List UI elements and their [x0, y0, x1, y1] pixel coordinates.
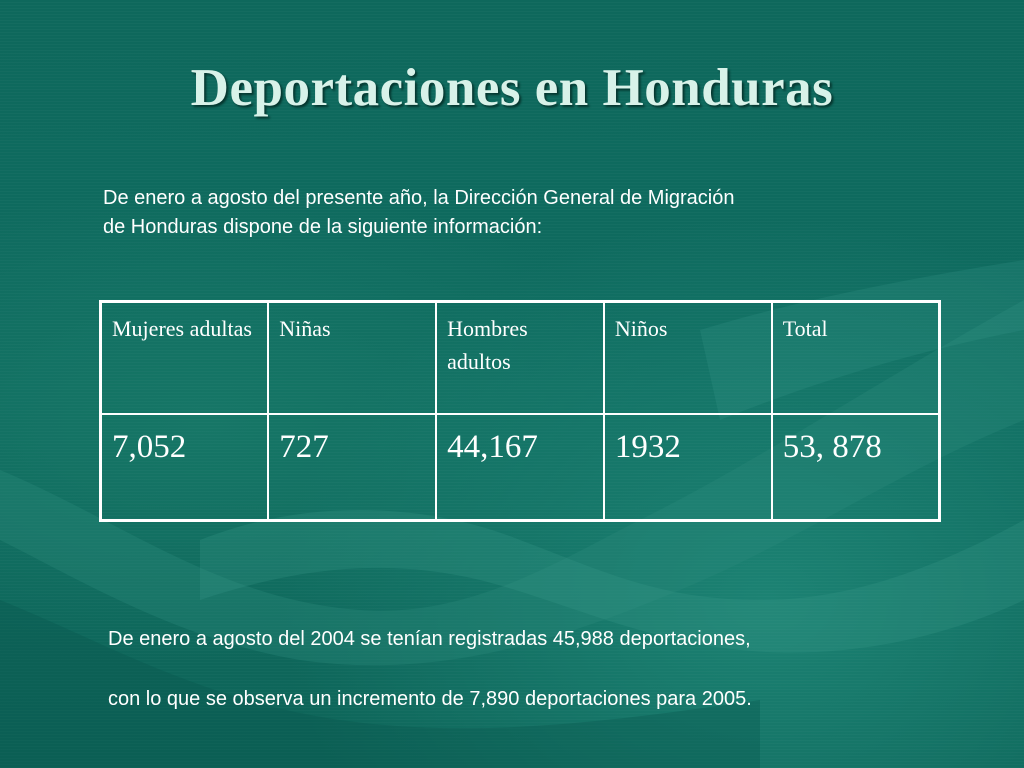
deportations-table	[99, 300, 941, 522]
value-total: 53, 878	[772, 414, 940, 521]
intro-line: de Honduras dispone de la siguiente información:	[103, 216, 543, 238]
table-header-row	[101, 302, 940, 414]
value-hombres-adultos: 44,167	[436, 414, 604, 521]
header-hombres-adultos: Hombres adultos	[436, 302, 604, 414]
slide-title: Deportaciones en Honduras	[190, 59, 834, 117]
header-mujeres-adultas: Mujeres adultas	[101, 302, 269, 414]
value-ninas: 727	[268, 414, 436, 521]
header-ninos: Niños	[604, 302, 772, 414]
note-paragraph	[108, 594, 968, 744]
value-mujeres-adultas: 7,052	[101, 414, 269, 521]
note-line: con lo que se observa un incremento de 7,890 deportaciones para 2005.	[108, 688, 752, 710]
intro-paragraph	[103, 184, 943, 242]
note-line: De enero a agosto del 2004 se tenían registradas 45,988 deportaciones,	[108, 628, 751, 650]
table-row	[101, 414, 940, 521]
header-total: Total	[772, 302, 940, 414]
value-ninos: 1932	[604, 414, 772, 521]
intro-line: De enero a agosto del presente año, la Dirección General de Migración	[103, 187, 735, 209]
header-ninas: Niñas	[268, 302, 436, 414]
